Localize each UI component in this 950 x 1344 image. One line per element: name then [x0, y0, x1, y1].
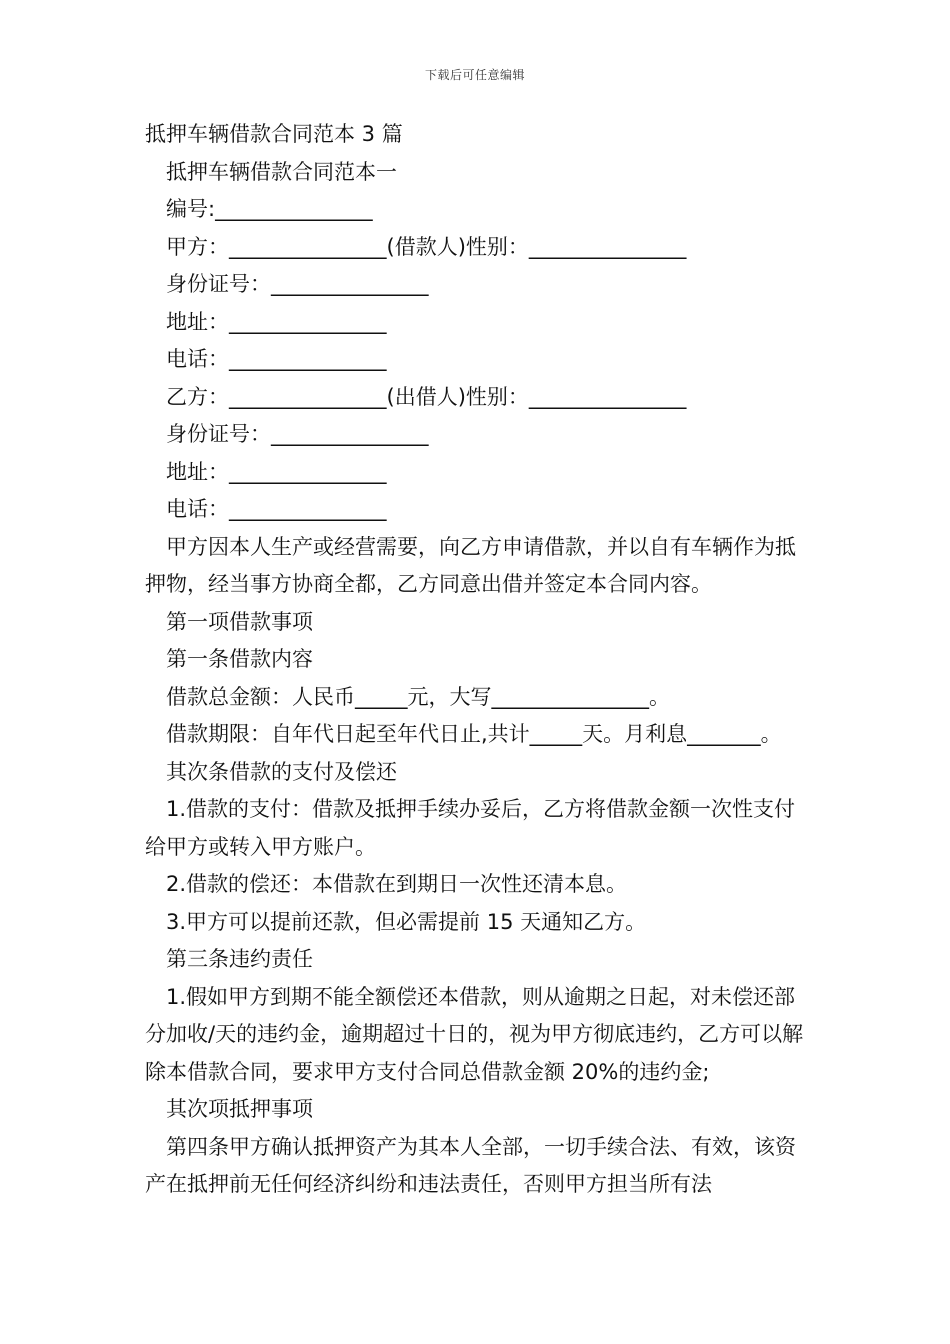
party-b-phone-field: 电话：_______________ [166, 497, 387, 521]
party-b-id-field: 身份证号：_______________ [166, 422, 429, 446]
header-note: 下载后可任意编辑 [424, 68, 525, 82]
article3-item1: 1.假如甲方到期不能全额偿还本借款，则从逾期之日起，对未偿还部分加收/天的违约金，逾期超过十日的，视为甲方彻底违约，乙方可以解除本借款合同，要求甲方支付合同总借款金额 20%的违约金; [145, 984, 804, 1084]
document-title: 抵押车辆借款合同范本 3 篇 [145, 122, 403, 146]
article2-item2: 2.借款的偿还：本借款在到期日一次性还清本息。 [166, 872, 628, 896]
party-b-field: 乙方：_______________(出借人)性别：_______________ [166, 384, 687, 409]
intro-paragraph: 甲方因本人生产或经营需要，向乙方申请借款，并以自有车辆作为抵押物，经当事方协商全都，乙方同意出借并签定本合同内容。 [145, 534, 796, 596]
loan-term-line: 借款期限：自年代日起至年代日止,共计_____天。月利息_______。 [166, 722, 782, 746]
article4-paragraph: 第四条甲方确认抵押资产为其本人全部，一切手续合法、有效，该资产在抵押前无任何经济纠纷和违法责任，否则甲方担当所有法 [145, 1134, 796, 1196]
section2-heading: 其次项抵押事项 [166, 1097, 313, 1121]
article2-heading: 其次条借款的支付及偿还 [166, 759, 397, 784]
contract-number-field: 编号:_______________ [166, 197, 373, 221]
party-a-address-field: 地址：_______________ [166, 309, 387, 334]
party-a-phone-field: 电话：_______________ [166, 347, 387, 371]
document-body [145, 116, 810, 1204]
article2-item1: 1.借款的支付：借款及抵押手续办妥后，乙方将借款金额一次性支付给甲方或转入甲方账户。 [145, 797, 796, 859]
party-a-id-field: 身份证号：_______________ [166, 272, 429, 296]
article2-item3: 3.甲方可以提前还款，但必需提前 15 天通知乙方。 [166, 909, 647, 934]
party-b-address-field: 地址：_______________ [166, 459, 387, 484]
article3-heading: 第三条违约责任 [166, 947, 313, 971]
section1-heading: 第一项借款事项 [166, 609, 313, 634]
article1-heading: 第一条借款内容 [166, 647, 313, 671]
contract-subtitle: 抵押车辆借款合同范本一 [166, 159, 397, 184]
loan-amount-line: 借款总金额：人民币_____元，大写_______________。 [166, 684, 670, 709]
party-a-field: 甲方：_______________(借款人)性别：_______________ [166, 234, 687, 259]
